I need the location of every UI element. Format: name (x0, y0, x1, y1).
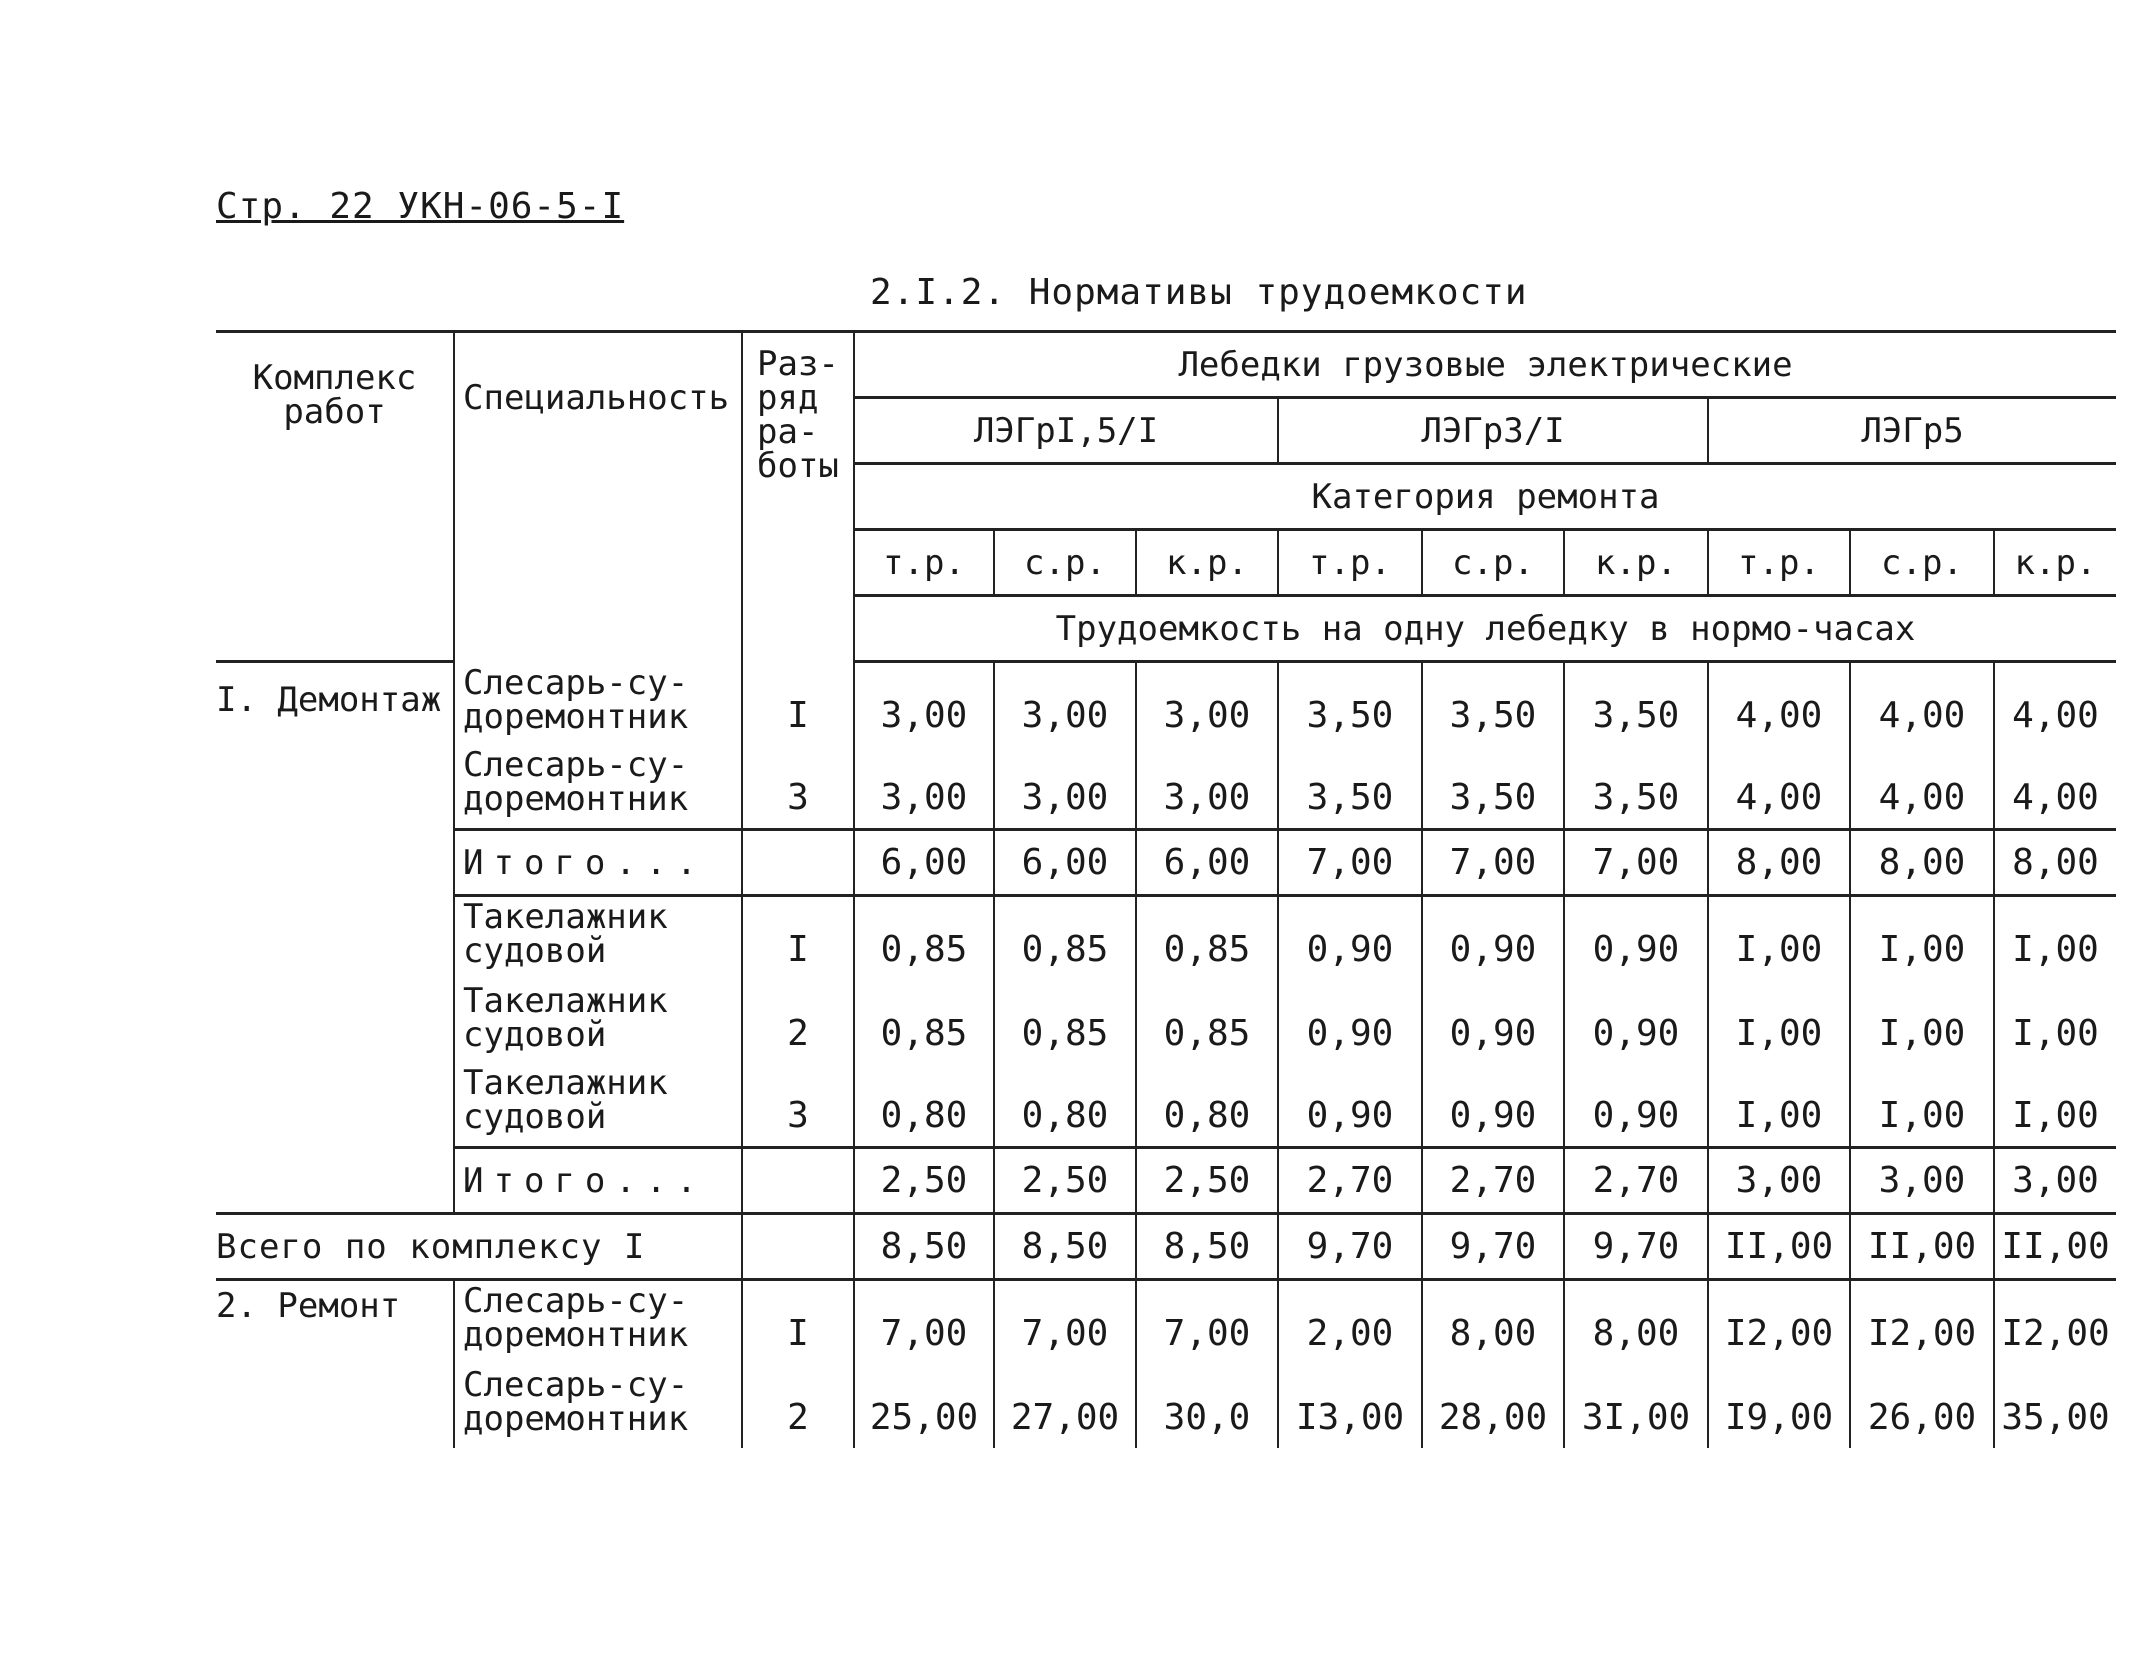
value-cell: 3,00 (1136, 746, 1278, 830)
specialty-cell (454, 980, 742, 1064)
value-cell: I2,00 (1994, 1280, 2116, 1364)
value-cell: 6,00 (1136, 830, 1278, 896)
header-model-1: ЛЭГрI,5/I (854, 398, 1278, 464)
specialty-line: доремонтник (463, 779, 689, 819)
value-cell: II,00 (1850, 1214, 1994, 1280)
value-cell: 2,00 (1278, 1280, 1422, 1364)
header-repair-type: т.р. (854, 530, 994, 596)
value-cell: 3,00 (854, 746, 994, 830)
value-cell: 9,70 (1422, 1214, 1564, 1280)
value-cell: 2,50 (1136, 1148, 1278, 1214)
value-cell: 8,00 (1994, 830, 2116, 896)
value-cell: I,00 (1994, 980, 2116, 1064)
value-cell: 35,00 (1994, 1364, 2116, 1448)
table-row (216, 1280, 2116, 1364)
specialty-cell (454, 1280, 742, 1364)
specialty-line: Такелажник (463, 980, 668, 1021)
value-cell: 7,00 (1136, 1280, 1278, 1364)
value-cell: 6,00 (994, 830, 1136, 896)
complex-label: 2. Ремонт (216, 1286, 401, 1326)
grade-cell-empty (742, 830, 854, 896)
header-model-2: ЛЭГр3/I (1278, 398, 1708, 464)
value-cell: 4,00 (1994, 662, 2116, 746)
specialty-cell (454, 1064, 742, 1148)
header-repair-type: к.р. (1994, 530, 2116, 596)
value-cell: I3,00 (1278, 1364, 1422, 1448)
specialty-line: судовой (463, 1097, 607, 1137)
value-cell: 2,70 (1422, 1148, 1564, 1214)
value-cell: 8,50 (854, 1214, 994, 1280)
value-cell: 4,00 (1708, 662, 1850, 746)
subtotal-label: Итого... (454, 830, 742, 896)
value-cell: I,00 (1850, 980, 1994, 1064)
total-label: Всего по комплексу I (216, 1214, 742, 1280)
specialty-line: судовой (463, 1014, 607, 1055)
value-cell: 3,50 (1422, 746, 1564, 830)
value-cell: 26,00 (1850, 1364, 1994, 1448)
value-cell: 3,00 (1850, 1148, 1994, 1214)
subtotal-label: Итого... (454, 1148, 742, 1214)
value-cell: 3,00 (854, 662, 994, 746)
value-cell: 0,80 (1136, 1064, 1278, 1148)
subtotal-row (216, 1148, 2116, 1214)
specialty-line: доремонтник (463, 1314, 689, 1355)
value-cell: 3,00 (1136, 662, 1278, 746)
value-cell: 4,00 (1850, 746, 1994, 830)
table-row (216, 746, 2116, 830)
value-cell: 2,50 (854, 1148, 994, 1214)
value-cell: 3,50 (1564, 662, 1708, 746)
value-cell: 4,00 (1994, 746, 2116, 830)
table-title: 2.I.2. Нормативы трудоемкости (870, 272, 1528, 313)
header-repair-type: к.р. (1564, 530, 1708, 596)
header-grade-line3: ра- (757, 412, 819, 452)
grade-cell: 3 (742, 746, 854, 830)
value-cell: 0,90 (1422, 1064, 1564, 1148)
value-cell: I,00 (1850, 896, 1994, 980)
value-cell: 27,00 (994, 1364, 1136, 1448)
value-cell: 3,50 (1278, 746, 1422, 830)
value-cell: 3,50 (1564, 746, 1708, 830)
table-row (216, 1064, 2116, 1148)
value-cell: 0,90 (1422, 896, 1564, 980)
specialty-line: доремонтник (463, 1398, 689, 1439)
value-cell: 3,50 (1422, 662, 1564, 746)
value-cell: 0,85 (1136, 896, 1278, 980)
value-cell: I,00 (1708, 980, 1850, 1064)
value-cell: 9,70 (1278, 1214, 1422, 1280)
value-cell: 7,00 (1278, 830, 1422, 896)
table-row (216, 980, 2116, 1064)
header-repair-category: Категория ремонта (854, 464, 2116, 530)
grade-cell: I (742, 1280, 854, 1364)
grade-cell: I (742, 662, 854, 746)
value-cell: 2,50 (994, 1148, 1136, 1214)
value-cell: 0,85 (994, 980, 1136, 1064)
table-row (216, 896, 2116, 980)
value-cell: 30,0 (1136, 1364, 1278, 1448)
value-cell: 0,90 (1564, 1064, 1708, 1148)
value-cell: I,00 (1994, 1064, 2116, 1148)
value-cell: 7,00 (854, 1280, 994, 1364)
specialty-line: Слесарь-су- (463, 662, 689, 703)
subtotal-row (216, 830, 2116, 896)
value-cell: 8,00 (1850, 830, 1994, 896)
value-cell: I,00 (1850, 1064, 1994, 1148)
grade-cell-empty (742, 1148, 854, 1214)
grade-cell: 2 (742, 980, 854, 1064)
specialty-line: судовой (463, 930, 607, 971)
value-cell: I,00 (1994, 896, 2116, 980)
value-cell: 0,90 (1278, 980, 1422, 1064)
header-unit: Трудоемкость на одну лебедку в нормо-часах (854, 596, 2116, 662)
table-row (216, 662, 2116, 746)
value-cell: II,00 (1994, 1214, 2116, 1280)
grade-cell: 3 (742, 1064, 854, 1148)
value-cell: 0,90 (1422, 980, 1564, 1064)
value-cell: 3,50 (1278, 662, 1422, 746)
value-cell: 3I,00 (1564, 1364, 1708, 1448)
value-cell: 3,00 (1994, 1148, 2116, 1214)
value-cell: 3,00 (994, 746, 1136, 830)
value-cell: 9,70 (1564, 1214, 1708, 1280)
value-cell: I,00 (1708, 1064, 1850, 1148)
header-complex-line1: Комплекс (252, 358, 417, 398)
labor-norms-table (216, 330, 2116, 1448)
header-group: Лебедки грузовые электрические (854, 332, 2116, 398)
value-cell: 0,90 (1278, 1064, 1422, 1148)
header-grade-line1: Раз- (757, 344, 839, 384)
value-cell: I2,00 (1708, 1280, 1850, 1364)
header-grade (742, 332, 854, 662)
header-grade-line2: ряд (757, 378, 819, 418)
value-cell: I,00 (1708, 896, 1850, 980)
value-cell: 2,70 (1278, 1148, 1422, 1214)
value-cell: 0,80 (854, 1064, 994, 1148)
specialty-cell (454, 662, 742, 746)
value-cell: 8,50 (994, 1214, 1136, 1280)
value-cell: 4,00 (1850, 662, 1994, 746)
value-cell: 28,00 (1422, 1364, 1564, 1448)
value-cell: 0,85 (854, 896, 994, 980)
header-complex (216, 332, 454, 662)
specialty-line: Такелажник (463, 896, 668, 937)
value-cell: 0,90 (1564, 980, 1708, 1064)
page-header: Стр. 22 УКН-06-5-I (216, 186, 625, 227)
value-cell: 8,00 (1708, 830, 1850, 896)
header-model-3: ЛЭГр5 (1708, 398, 2116, 464)
specialty-line: Слесарь-су- (463, 1364, 689, 1405)
value-cell: 3,00 (994, 662, 1136, 746)
value-cell: 8,00 (1422, 1280, 1564, 1364)
value-cell: 2,70 (1564, 1148, 1708, 1214)
value-cell: 0,85 (854, 980, 994, 1064)
specialty-line: Слесарь-су- (463, 1280, 689, 1321)
value-cell: 7,00 (1564, 830, 1708, 896)
value-cell: 0,85 (1136, 980, 1278, 1064)
specialty-cell (454, 1364, 742, 1448)
grade-cell: 2 (742, 1364, 854, 1448)
value-cell: 6,00 (854, 830, 994, 896)
specialty-cell (454, 746, 742, 830)
value-cell: I2,00 (1850, 1280, 1994, 1364)
total-row (216, 1214, 2116, 1280)
header-repair-type: с.р. (1850, 530, 1994, 596)
value-cell: 25,00 (854, 1364, 994, 1448)
value-cell: 7,00 (1422, 830, 1564, 896)
specialty-line: доремонтник (463, 696, 689, 737)
value-cell: 8,00 (1564, 1280, 1708, 1364)
value-cell: 8,50 (1136, 1214, 1278, 1280)
value-cell: 0,80 (994, 1064, 1136, 1148)
value-cell: II,00 (1708, 1214, 1850, 1280)
grade-cell-empty (742, 1214, 854, 1280)
header-grade-line4: боты (757, 446, 839, 486)
specialty-line: Такелажник (463, 1063, 668, 1103)
complex-label: I. Демонтаж (216, 662, 454, 1214)
value-cell: 7,00 (994, 1280, 1136, 1364)
value-cell: 4,00 (1708, 746, 1850, 830)
header-repair-type: т.р. (1278, 530, 1422, 596)
header-repair-type: т.р. (1708, 530, 1850, 596)
value-cell: 3,00 (1708, 1148, 1850, 1214)
header-specialty: Специальность (454, 332, 742, 662)
header-repair-type: к.р. (1136, 530, 1278, 596)
value-cell: I9,00 (1708, 1364, 1850, 1448)
value-cell: 0,85 (994, 896, 1136, 980)
specialty-line: Слесарь-су- (463, 745, 689, 785)
table-row (216, 1364, 2116, 1448)
value-cell: 0,90 (1564, 896, 1708, 980)
specialty-cell (454, 896, 742, 980)
header-repair-type: с.р. (994, 530, 1136, 596)
header-repair-type: с.р. (1422, 530, 1564, 596)
header-complex-line2: работ (283, 392, 386, 432)
grade-cell: I (742, 896, 854, 980)
value-cell: 0,90 (1278, 896, 1422, 980)
